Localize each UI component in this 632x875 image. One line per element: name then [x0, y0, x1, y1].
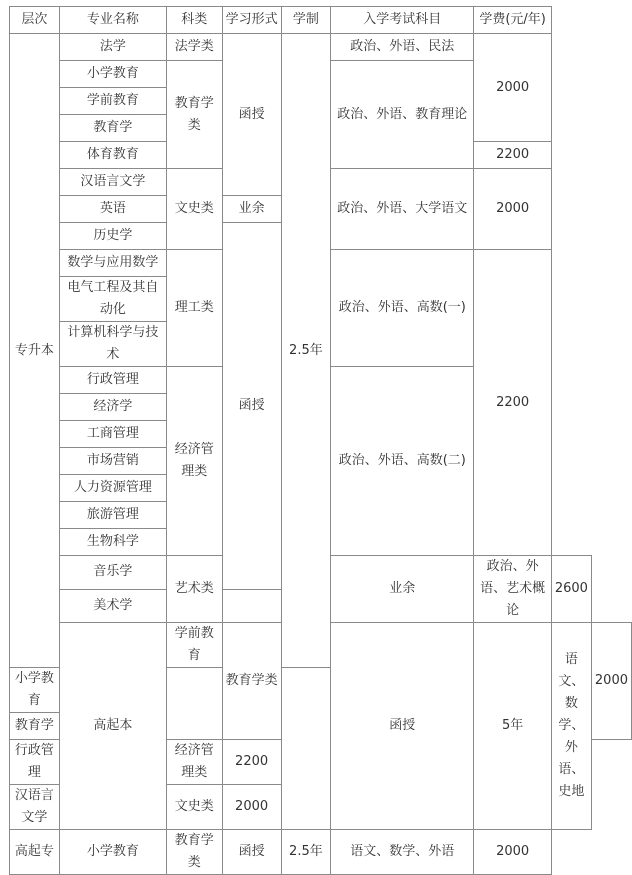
table-cell: 教育学 — [10, 713, 60, 740]
table-row — [10, 830, 632, 875]
header-duration: 学制 — [281, 7, 331, 34]
table-cell: 函授 — [222, 223, 281, 590]
table-cell: 文史类 — [166, 785, 222, 830]
table-cell: 教育学类 — [222, 623, 281, 740]
table-cell: 小学教育 — [59, 61, 166, 88]
table-cell: 人力资源管理 — [59, 475, 166, 502]
table-cell: 高起本 — [59, 623, 166, 830]
table-cell: 业余 — [222, 196, 281, 223]
table-cell: 旅游管理 — [59, 502, 166, 529]
table-cell: 2200 — [222, 740, 281, 785]
table-cell: 政治、外语、教育理论 — [331, 61, 474, 169]
table-body — [10, 34, 632, 875]
table-cell: 行政管理 — [10, 740, 60, 785]
table-cell: 语文、数学、外语 — [331, 830, 474, 875]
table-cell: 政治、外语、艺术概论 — [474, 556, 551, 623]
table-cell: 专升本 — [10, 34, 60, 668]
header-category: 科类 — [166, 7, 222, 34]
table-cell: 语文、数学、外语、史地 — [551, 623, 591, 830]
table-cell: 函授 — [331, 623, 474, 830]
table-cell: 法学类 — [166, 34, 222, 61]
table-cell: 行政管理 — [59, 367, 166, 394]
header-major: 专业名称 — [59, 7, 166, 34]
header-row — [10, 7, 632, 34]
table-cell: 2000 — [474, 34, 551, 142]
table-cell: 理工类 — [166, 250, 222, 367]
table-cell: 教育学类 — [166, 61, 222, 169]
table-cell: 2000 — [591, 623, 631, 740]
table-header — [10, 7, 632, 34]
table-cell: 业余 — [331, 556, 474, 623]
table-cell: 政治、外语、高数(二) — [331, 367, 474, 556]
table-cell: 小学教育 — [10, 668, 60, 713]
table-cell: 政治、外语、大学语文 — [331, 169, 474, 250]
table-cell: 学前教育 — [59, 88, 166, 115]
header-level: 层次 — [10, 7, 60, 34]
table-cell: 体育教育 — [59, 142, 166, 169]
table-cell: 数学与应用数学 — [59, 250, 166, 277]
table-cell: 学前教育 — [166, 623, 222, 668]
header-study-mode: 学习形式 — [222, 7, 281, 34]
table-cell: 英语 — [59, 196, 166, 223]
enrollment-table — [9, 6, 632, 875]
table-cell: 小学教育 — [59, 830, 166, 875]
table-cell: 文史类 — [166, 169, 222, 250]
table-cell: 政治、外语、高数(一) — [331, 250, 474, 367]
table-cell: 教育学 — [59, 115, 166, 142]
table-cell: 2.5年 — [281, 830, 331, 875]
table-cell: 电气工程及其自动化 — [59, 277, 166, 322]
table-cell: 2600 — [551, 556, 591, 623]
table-cell: 2000 — [474, 830, 551, 875]
table-cell: 5年 — [474, 623, 551, 830]
table-cell: 政治、外语、民法 — [331, 34, 474, 61]
table-cell: 2000 — [474, 169, 551, 250]
table-cell: 经济管理类 — [166, 367, 222, 556]
table-cell: 市场营销 — [59, 448, 166, 475]
table-cell: 汉语言文学 — [59, 169, 166, 196]
table-cell: 计算机科学与技术 — [59, 322, 166, 367]
table-row — [10, 34, 632, 61]
table-cell: 艺术类 — [166, 556, 222, 623]
header-tuition: 学费(元/年) — [474, 7, 551, 34]
table-cell: 高起专 — [10, 830, 60, 875]
table-cell: 工商管理 — [59, 421, 166, 448]
table-cell: 法学 — [59, 34, 166, 61]
table-cell: 经济管理类 — [166, 740, 222, 785]
table-cell: 汉语言文学 — [10, 785, 60, 830]
table-cell: 2200 — [474, 250, 551, 556]
table-cell: 历史学 — [59, 223, 166, 250]
table-cell: 经济学 — [59, 394, 166, 421]
table-cell: 音乐学 — [59, 556, 166, 590]
table-cell: 函授 — [222, 34, 281, 196]
table-cell: 2000 — [222, 785, 281, 830]
header-exam-subjects: 入学考试科目 — [331, 7, 474, 34]
table-cell: 2200 — [474, 142, 551, 169]
table-cell: 生物科学 — [59, 529, 166, 556]
table-cell: 教育学类 — [166, 830, 222, 875]
table-cell: 美术学 — [59, 589, 166, 623]
table-cell: 函授 — [222, 830, 281, 875]
table-cell: 2.5年 — [281, 34, 331, 668]
